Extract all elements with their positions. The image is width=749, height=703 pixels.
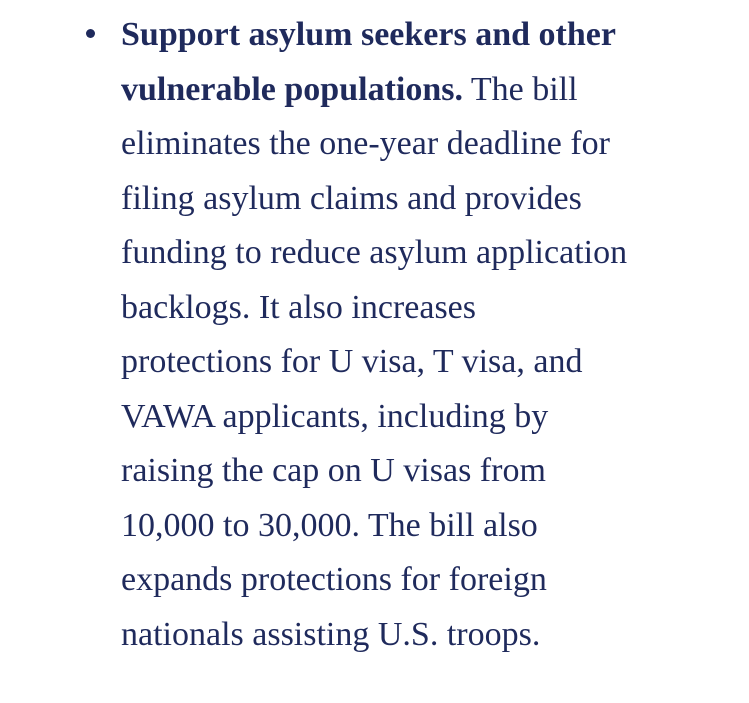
text-line: eliminates the one-year deadline for — [121, 125, 610, 162]
bullet-paragraph — [121, 8, 721, 662]
bold-heading: Support asylum seekers and other — [121, 16, 616, 53]
text-line: filing asylum claims and provides — [121, 179, 582, 217]
text-line: protections for U visa, T visa, and — [121, 343, 583, 380]
text-line — [121, 8, 721, 63]
text-line: VAWA applicants, including by — [121, 397, 549, 435]
text-line: funding to reduce asylum application — [121, 234, 628, 271]
text-line: expands protections for foreign — [121, 561, 547, 598]
text-line: vulnerable populations. The bill — [121, 70, 578, 108]
text-line: nationals assisting U.S. troops. — [121, 615, 541, 653]
text-line: backlogs. It also increases — [121, 288, 476, 326]
bold-heading: vulnerable populations. — [121, 70, 463, 108]
text-line: 10,000 to 30,000. The bill also — [121, 506, 538, 544]
text-line: raising the cap on U visas from — [121, 452, 546, 489]
bullet-icon — [86, 29, 95, 38]
